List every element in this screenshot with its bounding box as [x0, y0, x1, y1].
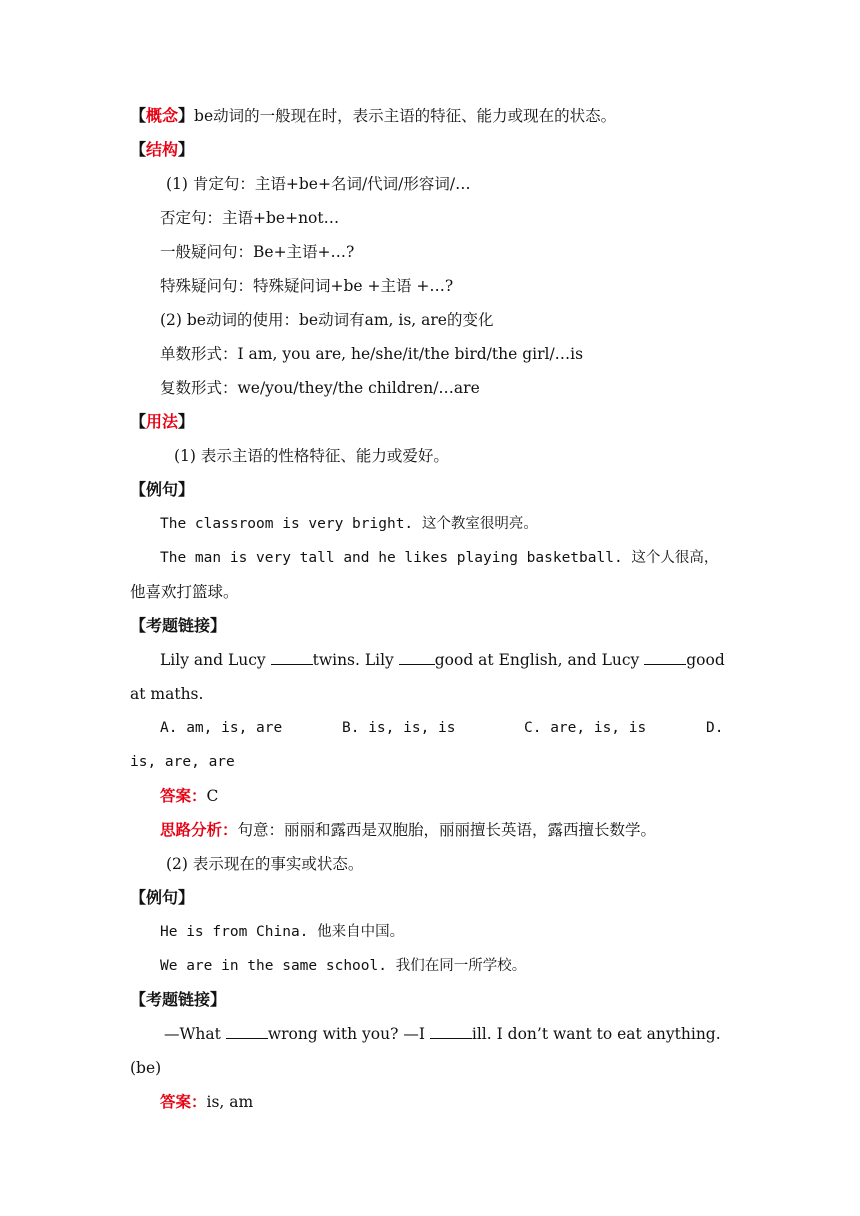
answer-blank [271, 650, 313, 665]
example1-line-3: 他喜欢打篮球。 [130, 583, 239, 601]
exam1-question [160, 650, 725, 670]
bracket-open: 【 [130, 412, 147, 431]
structure-line-4: 特殊疑问句：特殊疑问词+be +主语 +…? [160, 277, 454, 295]
answer-blank [430, 1024, 472, 1039]
question-text: ill. I don’t want to eat anything. [471, 1025, 721, 1043]
example1-line-1: The classroom is very bright. 这个教室很明亮。 [160, 516, 538, 532]
answer-value: C [206, 787, 219, 805]
usage-point-2: (2) 表示现在的事实或状态。 [166, 855, 364, 873]
exam2-question-line-2: (be) [130, 1059, 162, 1077]
bracket-close: 】 [178, 412, 195, 431]
structure-line-1: (1) 肯定句：主语+be+名词/代词/形容词/… [166, 175, 471, 193]
exam1-question-line-2: at maths. [130, 685, 204, 703]
exam-heading-2: 【考题链接】 [130, 990, 227, 1009]
example1-line-2: The man is very tall and he likes playing basketball. 这个人很高， [160, 550, 719, 566]
question-text: good at English, and Lucy [434, 651, 645, 669]
concept-heading [130, 106, 616, 126]
analysis-label: 思路分析： [160, 820, 238, 839]
usage-point-1: (1) 表示主语的性格特征、能力或爱好。 [174, 447, 449, 465]
question-text: twins. Lily [312, 651, 399, 669]
structure-line-3: 一般疑问句：Be+主语+…? [160, 243, 355, 261]
answer-blank [226, 1024, 268, 1039]
structure-label: 结构 [146, 140, 179, 159]
structure-line-2: 否定句：主语+be+not… [160, 209, 340, 227]
option-d: D. [706, 720, 724, 736]
exam1-analysis [160, 820, 656, 840]
concept-label: 概念 [146, 106, 179, 125]
question-text: Lily and Lucy [160, 651, 271, 669]
example-heading-2: 【例句】 [130, 888, 195, 907]
option-b: B. is, is, is [342, 720, 456, 736]
answer-blank [399, 650, 435, 665]
question-text: —What [164, 1025, 226, 1043]
usage-heading [130, 412, 194, 432]
option-d-text: is, are, are [130, 754, 235, 770]
usage-label: 用法 [146, 412, 179, 431]
question-text: good [686, 651, 725, 669]
structure-line-5: (2) be动词的使用：be动词有am, is, are的变化 [160, 311, 494, 329]
bracket-open: 【 [130, 106, 147, 125]
option-c: C. are, is, is [524, 720, 647, 736]
exam2-answer [160, 1092, 253, 1112]
question-text: wrong with you? —I [267, 1025, 430, 1043]
structure-line-6: 单数形式：I am, you are, he/she/it/the bird/the girl/…is [160, 345, 584, 363]
structure-heading [130, 140, 194, 160]
structure-line-7: 复数形式：we/you/they/the children/…are [160, 379, 480, 397]
concept-text: be动词的一般现在时，表示主语的特征、能力或现在的状态。 [194, 107, 617, 125]
bracket-close: 】 [178, 140, 195, 159]
option-a: A. am, is, are [160, 720, 283, 736]
bracket-close: 】 [178, 106, 195, 125]
exam2-question [164, 1024, 721, 1044]
analysis-text: 句意：丽丽和露西是双胞胎，丽丽擅长英语，露西擅长数学。 [237, 821, 657, 839]
answer-label: 答案： [160, 786, 207, 805]
example2-line-1: He is from China. 他来自中国。 [160, 924, 405, 940]
exam1-answer [160, 786, 218, 806]
answer-blank [644, 650, 686, 665]
answer-label: 答案： [160, 1092, 207, 1111]
answer-value: is, am [206, 1093, 254, 1111]
example-heading-1: 【例句】 [130, 480, 195, 499]
bracket-open: 【 [130, 140, 147, 159]
example2-line-2: We are in the same school. 我们在同一所学校。 [160, 958, 527, 974]
exam-heading-1: 【考题链接】 [130, 616, 227, 635]
